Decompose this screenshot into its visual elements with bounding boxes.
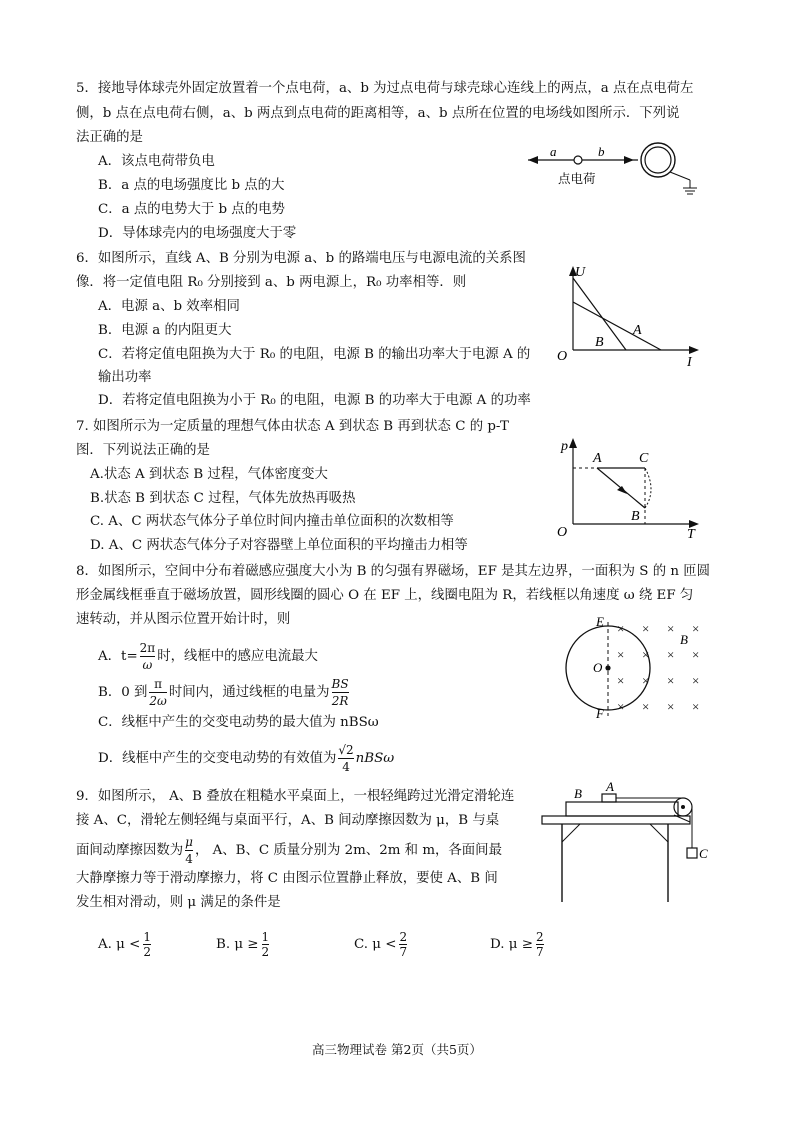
q8-a-suffix: 时，线框中的感应电流最大: [157, 649, 318, 664]
q8-cross: ×: [692, 673, 700, 688]
q6-line-1: 6．如图所示，直线 A、B 分别为电源 a、b 的路端电压与电源电流的关系图: [76, 251, 526, 266]
q7-option-d: D. A、C 两状态气体分子对容器壁上单位面积的平均撞击力相等: [90, 538, 468, 553]
q6-option-a: A．电源 a、b 效率相同: [98, 299, 240, 314]
q6-figure: [553, 260, 713, 370]
q9-d-den: 7: [535, 945, 544, 959]
q9-option-b: [216, 930, 269, 959]
block-a: [602, 794, 616, 802]
block-b: [566, 802, 678, 816]
q5-fig-label-a: a: [550, 144, 557, 159]
q8-cross: ×: [667, 647, 675, 662]
q8-cross: ×: [617, 647, 625, 662]
q9-d-num: 2: [535, 930, 544, 944]
q8-a-den: ω: [142, 658, 153, 672]
q8-cross: ×: [667, 673, 675, 688]
q7-fig-p: p: [561, 439, 568, 454]
q9-l3-num: μ: [185, 835, 193, 849]
q6-fig-a: A: [633, 323, 642, 338]
q8-cross: ×: [642, 621, 650, 636]
q5-option-d: D．导体球壳内的电场强度大于零: [98, 226, 297, 241]
q8-line-3: 速转动，并从图示位置开始计时，则: [76, 612, 291, 627]
q9-a-den: 2: [143, 945, 152, 959]
q5-option-b: B．a 点的电场强度比 b 点的大: [98, 178, 285, 193]
q8-fig-o: O: [593, 660, 603, 675]
q9-c-prefix: C. μ <: [354, 937, 397, 952]
q8-b-den: 2ω: [149, 694, 167, 708]
q9-option-d: [490, 930, 544, 959]
q8-cross: ×: [617, 673, 625, 688]
q9-options: [98, 922, 558, 959]
q9-figure: [540, 776, 720, 906]
q8-cross: ×: [642, 673, 650, 688]
q8-b-num: π: [149, 676, 166, 693]
q9-c-den: 7: [399, 945, 408, 959]
q9-d-prefix: D. μ ≥: [490, 937, 533, 952]
q7-option-a: A.状态 A 到状态 B 过程，气体密度变大: [90, 467, 328, 482]
q7-fig-t: T: [687, 527, 695, 542]
q8-b-prefix: B．0 到: [98, 685, 148, 700]
q7-line-2: 图．下列说法正确的是: [76, 443, 210, 458]
q9-b-prefix: B. μ ≥: [216, 937, 259, 952]
table-top: [542, 816, 690, 824]
q8-a-prefix: A．t=: [98, 649, 138, 664]
q8-b-den2: 2R: [331, 694, 349, 708]
q9-a-prefix: A. μ <: [98, 937, 141, 952]
q9-fig-b: B: [574, 786, 582, 801]
q9-line-5: 发生相对滑动，则 μ 满足的条件是: [76, 895, 281, 910]
q8-b-middle: 时间内，通过线框的电量为: [168, 685, 330, 700]
q8-cross: ×: [692, 621, 700, 636]
q8-cross: ×: [667, 699, 675, 714]
q5-fig-caption: 点电荷: [558, 172, 596, 186]
q9-line-4: 大静摩擦力等于滑动摩擦力，将 C 由图示位置静止释放，要使 A、B 间: [76, 871, 498, 886]
page-footer: 高三物理试卷 第2页（共5页）: [312, 1042, 482, 1057]
q8-fig-b: B: [680, 632, 688, 647]
q6-option-c-line-1: C．若将定值电阻换为大于 R₀ 的电阻，电源 B 的输出功率大于电源 A 的: [98, 347, 531, 362]
q7-fig-a: A: [593, 451, 602, 466]
q5-figure: [520, 138, 720, 200]
q8-option-a: [98, 640, 318, 673]
q7-fig-c: C: [639, 451, 649, 466]
q8-d-den: 4: [342, 760, 350, 774]
q8-option-d: [98, 742, 394, 775]
q6-fig-u: U: [575, 265, 586, 280]
q9-option-a: [98, 930, 151, 959]
q6-fig-i: I: [687, 355, 692, 370]
q8-option-b: [98, 676, 351, 709]
q6-fig-b: B: [595, 335, 604, 350]
q9-line-2: 接 A、C，滑轮左侧轻绳与桌面平行，A、B 间动摩擦因数为 μ，B 与桌: [76, 813, 500, 828]
q8-fig-e: E: [596, 614, 604, 629]
q7-line-1: 7. 如图所示为一定质量的理想气体由状态 A 到状态 B 再到状态 C 的 p-T: [76, 419, 509, 434]
q9-fig-a: A: [606, 779, 614, 794]
q9-c-num: 2: [399, 930, 408, 944]
q8-cross: ×: [692, 699, 700, 714]
q8-cross: ×: [642, 699, 650, 714]
q8-d-suffix: nBSω: [355, 751, 395, 766]
q6-option-c-line-2: 输出功率: [98, 370, 152, 385]
q7-fig-b: B: [631, 509, 640, 524]
q7-figure: [553, 432, 713, 542]
q9-l3-prefix: 面间动摩擦因数为: [76, 843, 184, 858]
q8-option-c: C．线框中产生的交变电动势的最大值为 nBSω: [98, 715, 379, 730]
q9-fig-c: C: [699, 846, 708, 861]
q6-line-2: 像．将一定值电阻 R₀ 分别接到 a、b 两电源上，R₀ 功率相等．则: [76, 275, 467, 290]
q7-option-c: C. A、C 两状态气体分子单位时间内撞击单位面积的次数相等: [90, 514, 454, 529]
q9-l3-den: 4: [185, 852, 193, 866]
q5-fig-label-b: b: [598, 144, 605, 159]
q6-option-b: B．电源 a 的内阻更大: [98, 323, 232, 338]
q8-cross: ×: [692, 647, 700, 662]
q8-figure: [560, 612, 730, 724]
q8-cross: ×: [617, 621, 625, 636]
q8-b-num2: BS: [331, 677, 349, 691]
q5-option-c: C．a 点的电势大于 b 点的电势: [98, 202, 285, 217]
q5-line-3: 法正确的是: [76, 130, 143, 145]
q6-option-d: D．若将定值电阻换为小于 R₀ 的电阻，电源 B 的功率大于电源 A 的功率: [98, 393, 531, 408]
q6-fig-o: O: [557, 349, 568, 364]
q8-d-prefix: D．线框中产生的交变电动势的有效值为: [98, 751, 337, 766]
q9-a-num: 1: [143, 930, 152, 944]
q9-line-3: [76, 834, 502, 867]
q8-cross: ×: [617, 699, 625, 714]
q8-line-2: 形金属线框垂直于磁场放置，圆形线圈的圆心 O 在 EF 上，线圈电阻为 R，若线框以角速度 ω 绕 EF 匀: [76, 588, 694, 603]
q5-line-1: 5．接地导体球壳外固定放置着一个点电荷，a、b 为过点电荷与球壳球心连线上的两点，a 点在点电荷左: [76, 81, 694, 96]
q7-option-b: B.状态 B 到状态 C 过程，气体先放热再吸热: [90, 491, 356, 506]
q8-fig-f: F: [596, 706, 604, 721]
q8-a-num: 2π: [139, 641, 156, 655]
q5-option-a: A．该点电荷带负电: [98, 154, 215, 169]
q8-d-num: √2: [338, 743, 354, 757]
q8-line-1: 8．如图所示，空间中分布着磁感应强度大小为 B 的匀强有界磁场，EF 是其左边界，一面积为 S 的 n 匝圆: [76, 564, 711, 579]
q8-cross: ×: [642, 647, 650, 662]
q9-option-c: [354, 930, 407, 959]
q5-line-2: 侧，b 点在点电荷右侧，a、b 两点到点电荷的距离相等，a、b 点所在位置的电场线如图所示．下列说: [76, 106, 680, 121]
block-c: [687, 848, 697, 858]
q9-line-1: 9．如图所示， A、B 叠放在粗糙水平桌面上，一根轻绳跨过光滑定滑轮连: [76, 789, 515, 804]
q9-b-num: 1: [261, 930, 270, 944]
q9-b-den: 2: [261, 945, 270, 959]
q7-fig-o: O: [557, 525, 568, 540]
q9-l3-suffix: ， A、B、C 质量分别为 2m、2m 和 m，各面间最: [194, 843, 502, 858]
q8-cross: ×: [667, 621, 675, 636]
